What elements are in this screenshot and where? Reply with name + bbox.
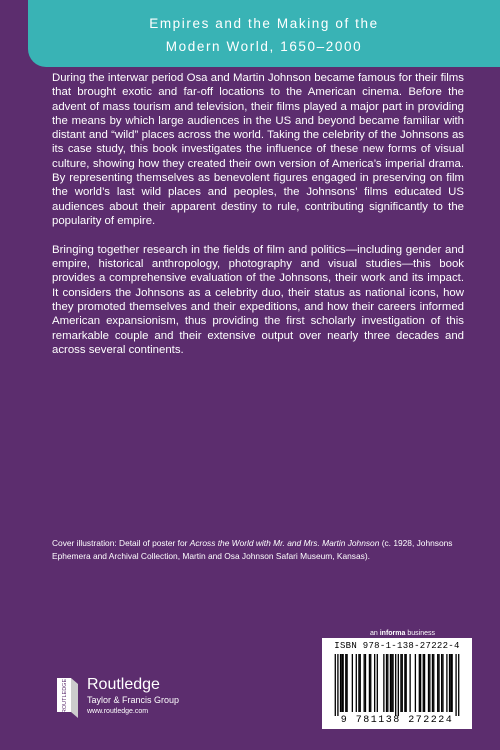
barcode-bar <box>428 654 429 712</box>
barcode-bar <box>409 654 410 712</box>
publisher-name: Routledge <box>87 676 160 693</box>
barcode-bar <box>370 654 371 712</box>
barcode-bar <box>442 654 443 712</box>
informa-pre: an <box>370 630 380 637</box>
barcode-bar <box>358 654 359 712</box>
barcode-bar <box>400 654 401 712</box>
barcode-bar <box>450 654 451 712</box>
barcode-bar <box>415 654 416 712</box>
credit-suffix: (c. 1928, Johnsons Ephemera and Archival Collection, Martin and Osa Johnson Safari Museum, Kansas). <box>52 538 453 561</box>
barcode-bar <box>432 654 433 712</box>
barcode-bar <box>340 654 341 712</box>
barcode-bar <box>386 654 387 712</box>
barcode-bar <box>337 654 338 716</box>
routledge-logo-icon <box>52 676 82 720</box>
barcode-bar <box>451 654 452 712</box>
barcode-bars <box>332 654 462 716</box>
book-description <box>52 71 464 372</box>
barcode-bar <box>346 654 347 712</box>
barcode-bar <box>356 654 357 712</box>
barcode-bar <box>377 654 378 712</box>
barcode-bar <box>391 654 392 712</box>
barcode-bar <box>364 654 365 712</box>
barcode-bar <box>374 654 375 712</box>
barcode-digits: 9 781138 272224 <box>340 715 454 726</box>
series-banner <box>28 0 500 67</box>
barcode-bar <box>365 654 366 712</box>
publisher-url: www.routledge.com <box>87 708 149 715</box>
barcode-bar <box>419 654 420 712</box>
barcode-bar <box>343 654 344 712</box>
barcode-bar <box>335 654 336 716</box>
barcode-bar <box>458 654 459 716</box>
credit-poster-title: Across the World with Mr. and Mrs. Martin Johnson <box>189 538 380 548</box>
barcode-bar <box>369 654 370 712</box>
barcode-bar <box>433 654 434 712</box>
barcode-bar <box>406 654 407 712</box>
barcode-bar <box>441 654 442 712</box>
barcode-bar <box>429 654 430 712</box>
description-paragraph-1: During the interwar period Osa and Martin Johnson became famous for their films that brought exotic and far-off locations to the American cinema. Before the advent of mass tourism and television, their films played a major part in providing the means by which large audiences in the US and beyond became familiar with distant and “wild” places across the world. Taking the celebrity of the Johnsons as its case study, this book investigates the influence of these new forms of visual culture, showing how they created their own version of America’s imperial drama. By representing themselves as benevolent figures engaged in preserving on film the world’s last wild places and peoples, the Johnsons’ films educated US audiences about their apparent destiny to rule, contributing significantly to the popularity of empire. <box>52 72 464 227</box>
isbn-barcode <box>322 638 472 729</box>
barcode-bar <box>402 654 403 712</box>
isbn-label: ISBN 978-1-138-27222-4 <box>334 641 460 651</box>
publisher-brand <box>87 676 179 717</box>
barcode-bar <box>455 654 456 716</box>
barcode-bar <box>424 654 425 712</box>
barcode-bar <box>438 654 439 712</box>
publisher-group: Taylor & Francis Group <box>87 695 180 705</box>
credit-prefix: Cover illustration: Detail of poster for <box>52 538 190 548</box>
barcode-bar <box>420 654 421 712</box>
informa-post: business <box>405 630 435 637</box>
barcode-bar <box>446 654 447 712</box>
informa-brand: informa <box>379 630 406 637</box>
series-title-line-2: Modern World, 1650–2000 <box>165 39 363 54</box>
routledge-logo-text: ROUTLEDGE <box>62 678 68 714</box>
description-paragraph-2: Bringing together research in the fields of film and politics—including gender and empire, historical anthropology, photography and visual studies—this book provides a comprehensive evaluation of the Johnsons, their work and its impact. It considers the Johnsons as a celebrity duo, their status as national icons, how they promoted themselves and their expeditions, and how their careers informed American expansionism, thus providing the first scholarly investigation of this remarkable couple and their extensive output over nearly three decades and across several continents. <box>52 243 464 356</box>
barcode-bar <box>352 654 353 712</box>
series-title-line-1: Empires and the Making of the <box>149 16 379 31</box>
barcode-bar <box>390 654 391 712</box>
informa-business-note <box>370 630 435 637</box>
barcode-bar <box>392 654 393 712</box>
barcode-bar <box>383 654 384 712</box>
barcode-bar <box>360 654 361 712</box>
barcode-bar <box>437 654 438 712</box>
barcode-bar <box>395 654 396 716</box>
barcode-bar <box>449 654 450 712</box>
barcode-bar <box>345 654 346 712</box>
barcode-bar <box>404 654 405 712</box>
barcode-bar <box>398 654 399 716</box>
barcode-bar <box>423 654 424 712</box>
barcode-bar <box>341 654 342 712</box>
cover-illustration-credit <box>52 537 464 562</box>
barcode-bar <box>387 654 388 712</box>
